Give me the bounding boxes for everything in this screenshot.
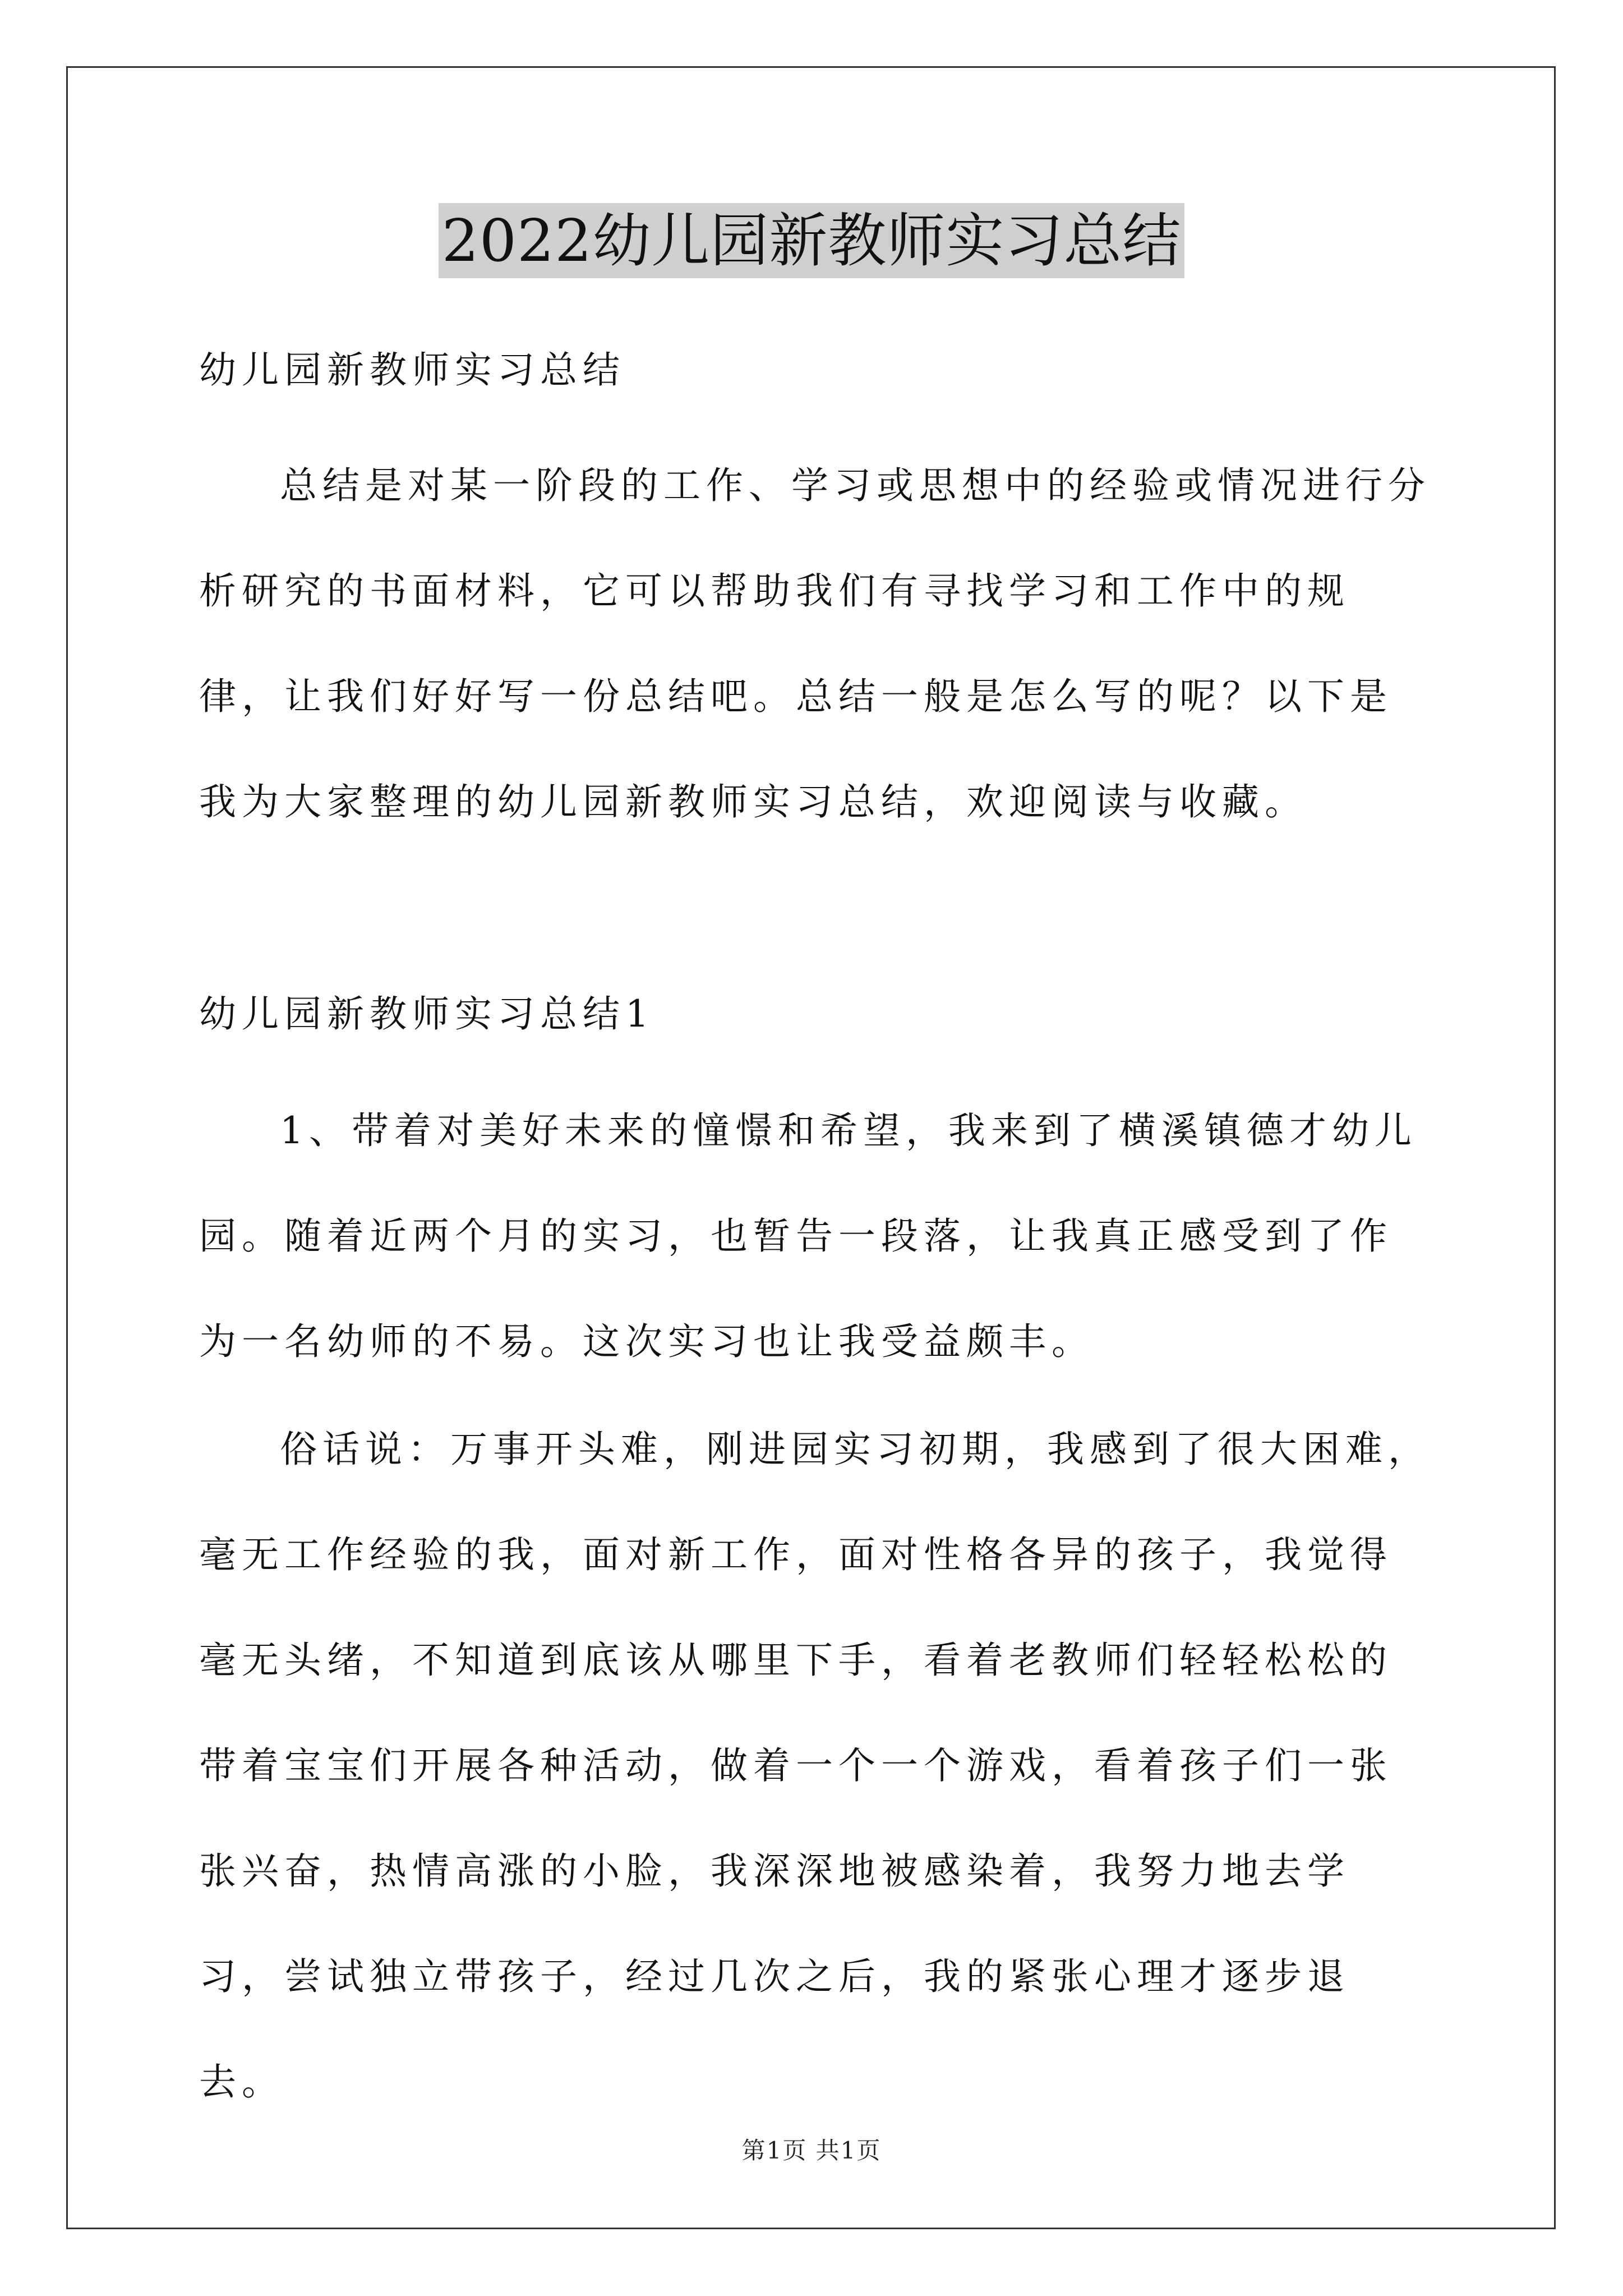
subtitle-paragraph: 幼儿园新教师实习总结 [199, 348, 625, 392]
body-paragraph-1: 1、带着对美好未来的憧憬和希望，我来到了横溪镇德才幼儿园。随着近两个月的实习，也暂告一段落，让我真正感受到了作为一名幼师的不易。这次实习也让我受益颇丰。 [199, 1109, 1417, 1363]
title-container [0, 203, 1623, 278]
body-paragraph-2: 俗话说：万事开头难，刚进园实习初期，我感到了很大困难，毫无工作经验的我，面对新工作，面对性格各异的孩子，我觉得毫无头绪，不知道到底该从哪里下手，看着老教师们轻轻松松的带着宝宝们开展各种活动，做着一个一个游戏，看着孩子们一张张兴奋，热情高涨的小脸，我深深地被感染着，我努力地去学习，尝试独立带孩子，经过几次之后，我的紧张心理才逐步退去。 [199, 1428, 1431, 2104]
section-heading: 幼儿园新教师实习总结1 [199, 992, 654, 1036]
page-footer: 第1页 共1页 [741, 2137, 882, 2164]
intro-paragraph: 总结是对某一阶段的工作、学习或思想中的经验或情况进行分析研究的书面材料，它可以帮助我们有寻找学习和工作中的规律，让我们好好写一份总结吧。总结一般是怎么写的呢？以下是我为大家整理的幼儿园新教师实习总结，欢迎阅读与收藏。 [199, 464, 1431, 823]
document-title: 2022幼儿园新教师实习总结 [439, 203, 1185, 278]
